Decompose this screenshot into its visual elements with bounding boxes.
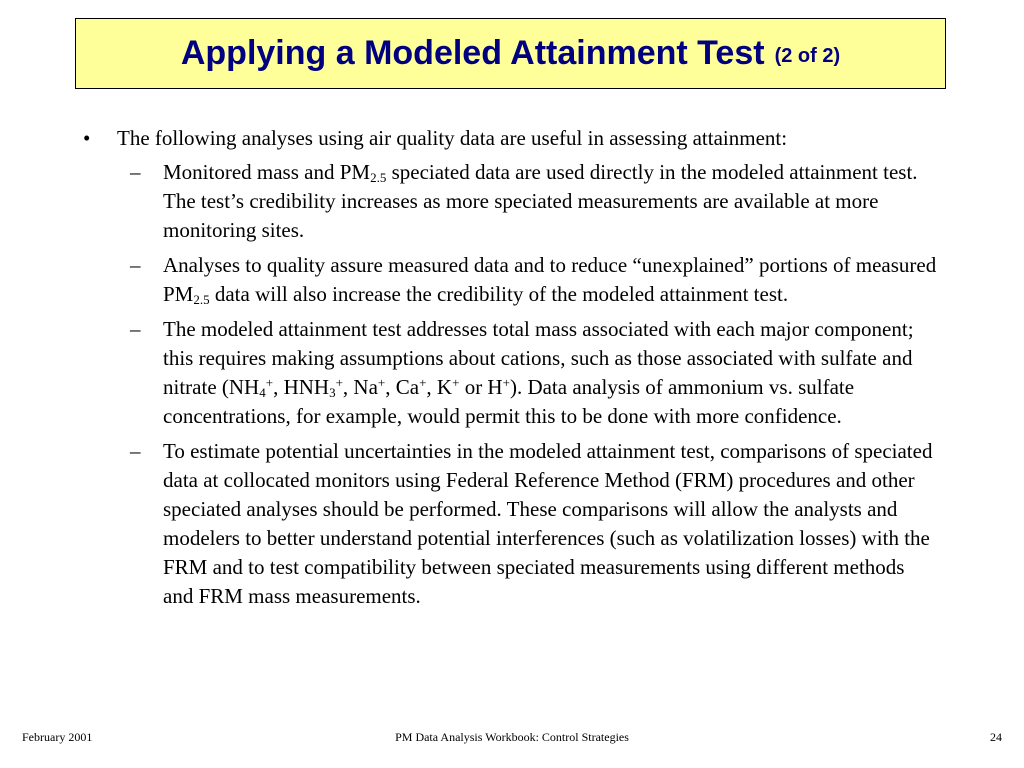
footer-title: PM Data Analysis Workbook: Control Strategies (395, 730, 629, 744)
sub-item-total-mass (0, 315, 1024, 431)
dash-marker: – (130, 317, 141, 341)
bullet-item (0, 124, 1024, 152)
bullet-marker: • (83, 126, 91, 150)
sub-text: Monitored mass and $PM_{2.5}$ speciated data are used directly in the modeled attainment test. The test’s credibility increases as more speciated measurements are available at more monitoring sites. (163, 160, 918, 242)
dash-marker: – (130, 160, 141, 184)
slide-body (0, 124, 1024, 617)
sub-item-monitored-mass (0, 158, 1024, 245)
slide-title: Applying a Modeled Attainment Test (180, 34, 765, 72)
footer-date: February 2001 (22, 730, 93, 744)
slide-title-part: (2 of 2) (774, 45, 841, 67)
sub-text: The modeled attainment test addresses total mass associated with each major component; this requires making assumptions about cations, such as those associated with sulfate and nitrate ($NH_4^+$, $HNH_3^+$, Na+, Ca+, K+ or H+). Data analysis of ammonium vs. sulfate concentrations, for example, would permit this to be done with more confidence. (163, 317, 914, 428)
dash-marker: – (130, 439, 141, 463)
sub-text: Analyses to quality assure measured data and to reduce “unexplained” portions of measured $PM_{2.5}$ data will also increase the credibility of the modeled attainment test. (163, 253, 937, 307)
bullet-text: The following analyses using air quality data are useful in assessing attainment: (117, 126, 788, 150)
page-number: 24 (990, 730, 1002, 744)
sub-item-quality-assure (0, 251, 1024, 309)
dash-marker: – (130, 253, 141, 277)
sub-item-uncertainties (0, 437, 1024, 611)
title-box (75, 18, 946, 89)
sub-text: To estimate potential uncertainties in the modeled attainment test, comparisons of speciated data at collocated monitors using Federal Reference Method (FRM) procedures and other speciated analyses should be performed. These comparisons will allow the analysts and modelers to better understand potential interferences (such as volatilization losses) with the FRM and to test compatibility between speciated measurements using different methods and FRM mass measurements. (163, 439, 933, 608)
